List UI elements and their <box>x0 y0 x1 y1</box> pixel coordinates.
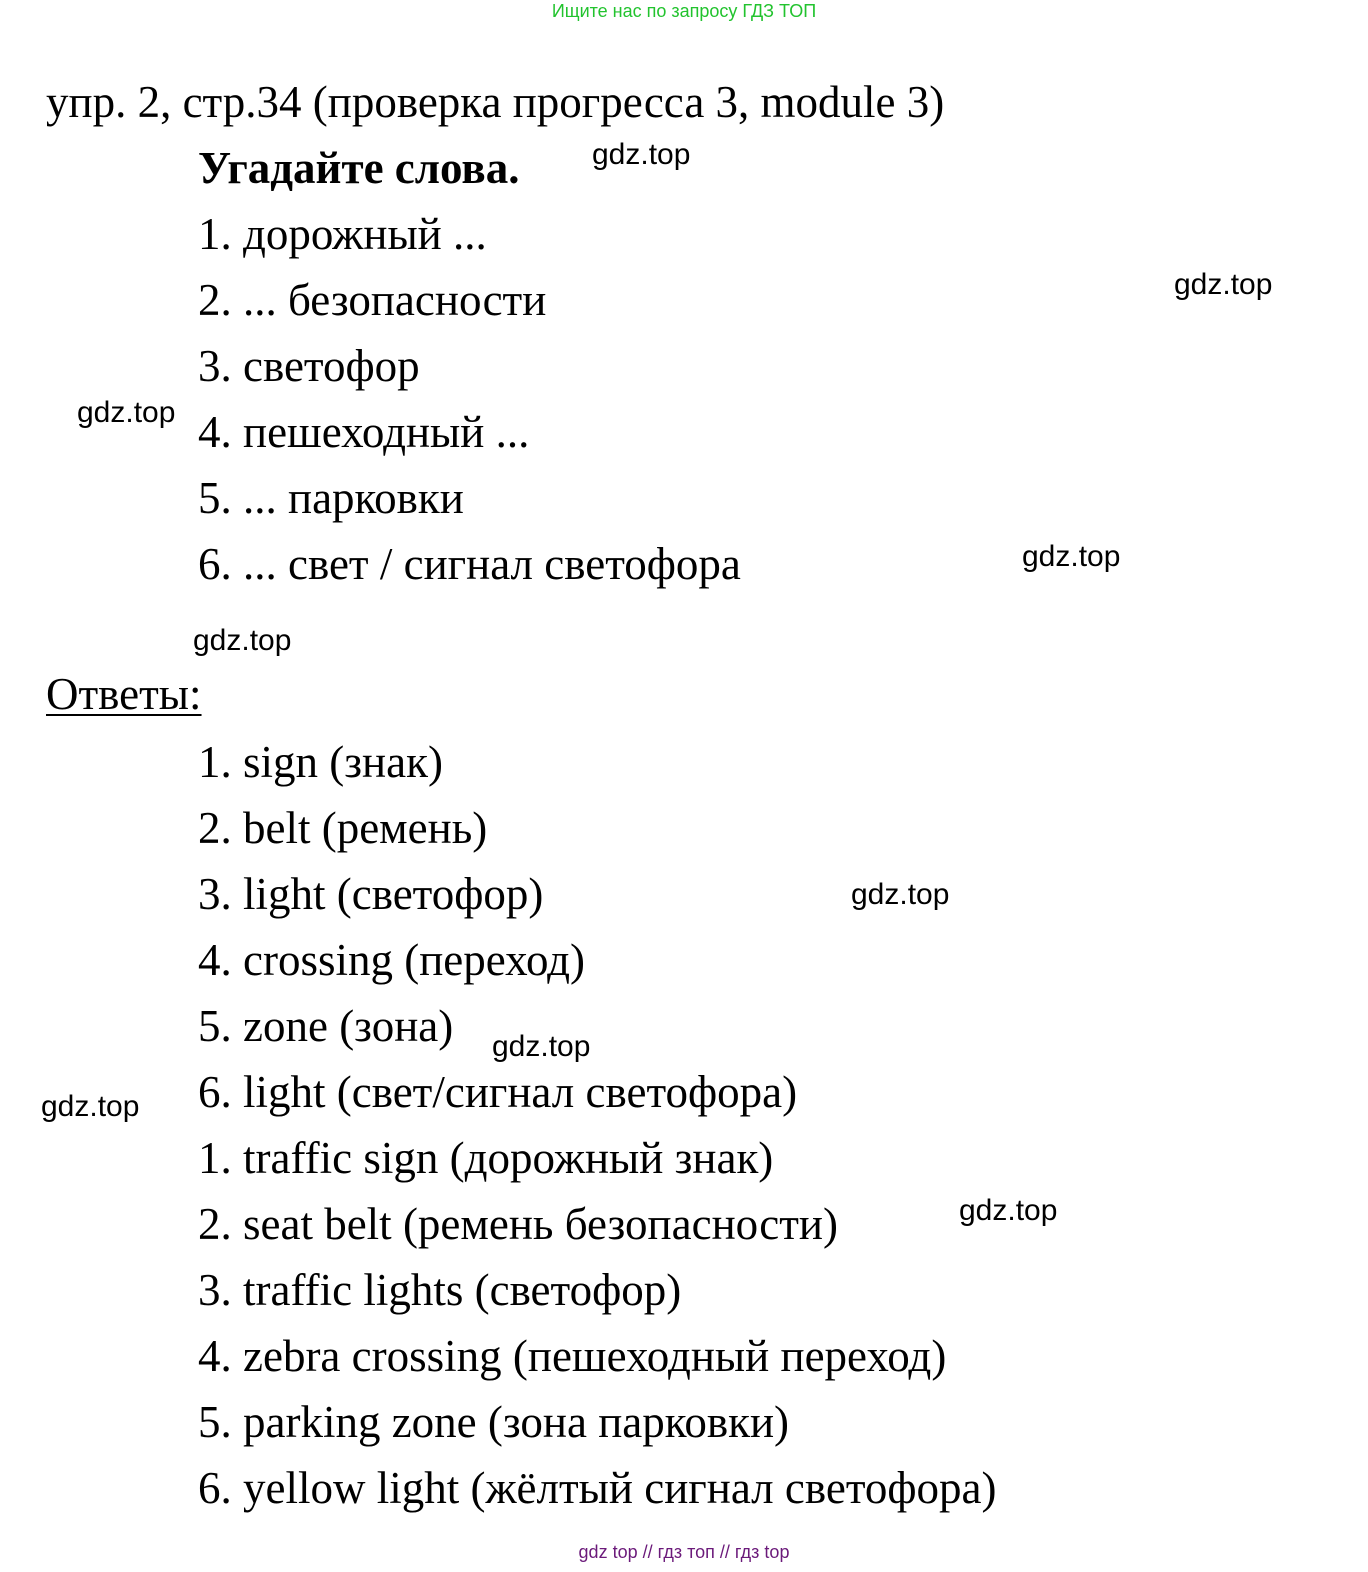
answer-item-5: 5. zone (зона) <box>198 1001 454 1051</box>
answer-item-7: 1. traffic sign (дорожный знак) <box>198 1133 774 1183</box>
watermark: gdz.top <box>592 138 691 171</box>
watermark: gdz.top <box>851 878 950 911</box>
watermark: gdz.top <box>492 1030 591 1063</box>
exercise-header: упр. 2, стр.34 (проверка прогресса 3, module 3) <box>46 77 945 127</box>
watermark: gdz.top <box>193 624 292 657</box>
task-item-4: 4. пешеходный ... <box>198 407 530 457</box>
watermark: gdz.top <box>959 1194 1058 1227</box>
task-item-2: 2. ... безопасности <box>198 275 547 325</box>
answer-item-11: 5. parking zone (зона парковки) <box>198 1397 790 1447</box>
watermark: gdz.top <box>77 396 176 429</box>
answer-item-12: 6. yellow light (жёлтый сигнал светофора) <box>198 1463 997 1513</box>
answers-heading: Ответы: <box>46 669 202 719</box>
answer-item-6: 6. light (свет/сигнал светофора) <box>198 1067 798 1117</box>
watermark: gdz.top <box>1022 540 1121 573</box>
task-title: Угадайте слова. <box>198 143 520 193</box>
task-item-6: 6. ... свет / сигнал светофора <box>198 539 741 589</box>
answer-item-3: 3. light (светофор) <box>198 869 544 919</box>
watermark: gdz.top <box>41 1090 140 1123</box>
task-item-3: 3. светофор <box>198 341 420 391</box>
answer-item-8: 2. seat belt (ремень безопасности) <box>198 1199 838 1249</box>
answer-item-10: 4. zebra crossing (пешеходный переход) <box>198 1331 947 1381</box>
answer-item-2: 2. belt (ремень) <box>198 803 488 853</box>
watermark: gdz.top <box>1174 268 1273 301</box>
answer-item-9: 3. traffic lights (светофор) <box>198 1265 682 1315</box>
task-item-1: 1. дорожный ... <box>198 209 487 259</box>
footer-watermark: gdz top // гдз топ // гдз top <box>578 1542 790 1562</box>
task-item-5: 5. ... парковки <box>198 473 464 523</box>
top-banner: Ищите нас по запросу ГДЗ ТОП <box>551 1 817 21</box>
answer-item-1: 1. sign (знак) <box>198 737 443 787</box>
answer-item-4: 4. crossing (переход) <box>198 935 586 985</box>
